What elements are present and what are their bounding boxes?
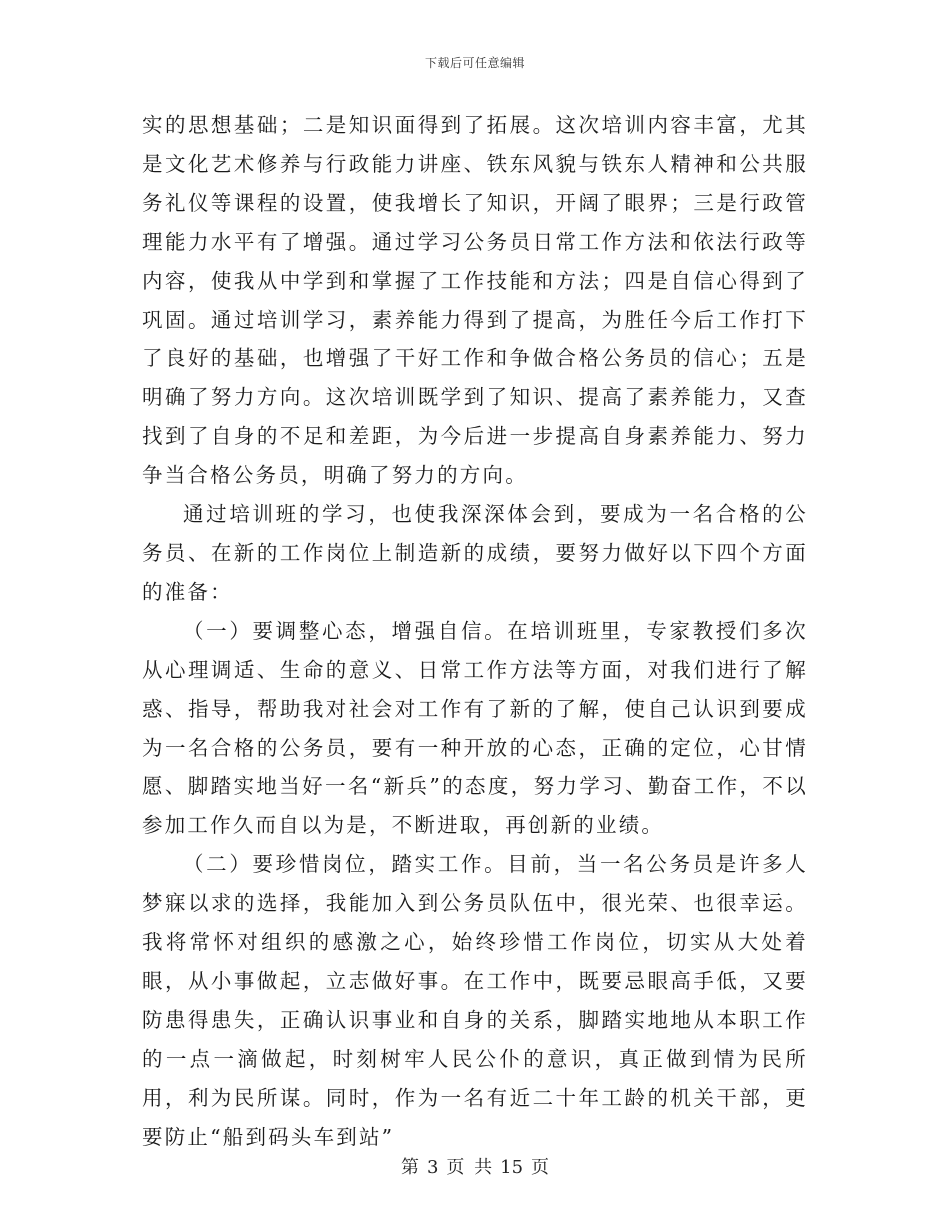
document-body xyxy=(142,106,808,1156)
page-header: 下载后可任意编辑 xyxy=(424,56,525,70)
paragraph-3: （一）要调整心态，增强自信。在培训班里，专家教授们多次从心理调适、生命的意义、日常工作方法等方面，对我们进行了解惑、指导，帮助我对社会对工作有了新的了解，使自己认识到要成为一名合格的公务员，要有一种开放的心态，正确的定位，心甘情愿、脚踏实地当好一名“新兵”的态度，努力学习、勤奋工作，不以参加工作久而自以为是，不断进取，再创新的业绩。 xyxy=(142,618,808,838)
footer-middle: 页 共 xyxy=(446,1157,493,1178)
footer-prefix: 第 xyxy=(400,1157,419,1178)
footer-suffix: 页 xyxy=(531,1157,550,1178)
footer-current-page: 3 xyxy=(426,1157,439,1178)
paragraph-1: 实的思想基础；二是知识面得到了拓展。这次培训内容丰富，尤其是文化艺术修养与行政能力讲座、铁东风貌与铁东人精神和公共服务礼仪等课程的设置，使我增长了知识，开阔了眼界；三是行政管理能力水平有了增强。通过学习公务员日常工作方法和依法行政等内容，使我从中学到和掌握了工作技能和方法；四是自信心得到了巩固。通过培训学习，素养能力得到了提高，为胜任今后工作打下了良好的基础，也增强了干好工作和争做合格公务员的信心；五是明确了努力方向。这次培训既学到了知识、提高了素养能力，又查找到了自身的不足和差距，为今后进一步提高自身素养能力、努力争当合格公务员，明确了努力的方向。 xyxy=(142,113,808,488)
footer-total-pages: 15 xyxy=(500,1157,524,1178)
page-footer xyxy=(0,1153,950,1179)
paragraph-4: （二）要珍惜岗位，踏实工作。目前，当一名公务员是许多人梦寐以求的选择，我能加入到公务员队伍中，很光荣、也很幸运。我将常怀对组织的感激之心，始终珍惜工作岗位，切实从大处着眼，从小事做起，立志做好事。在工作中，既要忌眼高手低，又要防患得患失，正确认识事业和自身的关系，脚踏实地地从本职工作的一点一滴做起，时刻树牢人民公仆的意识，真正做到情为民所用，利为民所谋。同时，作为一名有近二十年工龄的机关干部，更要防止“船到码头车到站” xyxy=(142,852,808,1149)
paragraph-2: 通过培训班的学习，也使我深深体会到，要成为一名合格的公务员、在新的工作岗位上制造新的成绩，要努力做好以下四个方面的准备： xyxy=(142,502,808,604)
